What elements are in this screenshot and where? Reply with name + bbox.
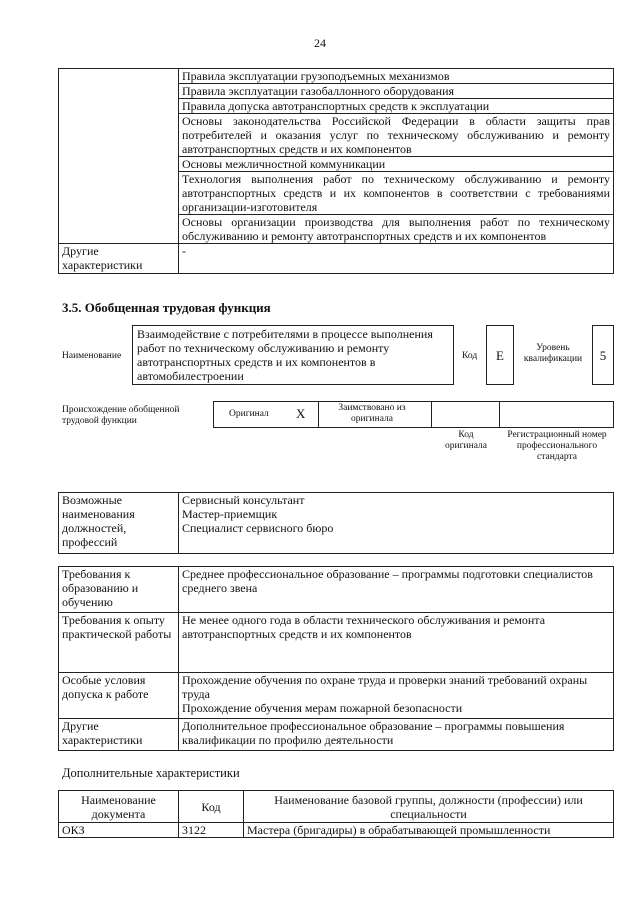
origin-divider <box>499 401 500 428</box>
level-value: 5 <box>599 348 607 363</box>
code-value-box <box>486 325 514 385</box>
knowledge-row: Основы законодательства Российской Федерации в области защиты прав потребителей и оказания услуг по техническому обслуживанию и ремонту автотранспортных средств и их компонентов <box>179 114 614 157</box>
doc-name-header: Наименование документа <box>59 791 179 823</box>
special-conditions-label: Особые условия допуска к работе <box>59 673 179 719</box>
other-characteristics-value: - <box>179 244 614 274</box>
origin-label: Происхождение обобщенной трудовой функции <box>62 405 180 426</box>
position-item: Мастер-приемщик <box>182 507 278 521</box>
knowledge-row: Основы межличностной коммуникации <box>179 157 614 172</box>
special-condition-item: Прохождение обучения по охране труда и проверки знаний требований охраны труда <box>182 673 588 701</box>
knowledge-row: Технология выполнения работ по техническому обслуживанию и ремонту автотранспортных средств и их компонентов в соответствии с требованиями организации-изготовителя <box>179 172 614 215</box>
base-group-header: Наименование базовой группы, должности (профессии) или специальности <box>244 791 614 823</box>
extra-characteristics-title: Дополнительные характеристики <box>62 766 240 780</box>
extra-characteristics-table <box>58 790 614 838</box>
level-value-box <box>592 325 614 385</box>
origin-divider <box>318 401 319 428</box>
education-value: Среднее профессиональное образование – программы подготовки специалистов среднего звена <box>179 567 614 613</box>
special-condition-item: Прохождение обучения мерам пожарной безопасности <box>182 701 463 715</box>
section-title: 3.5. Обобщенная трудовая функция <box>62 300 271 315</box>
original-mark: X <box>296 406 306 421</box>
original-label: Оригинал <box>229 409 269 419</box>
education-label: Требования к образованию и обучению <box>59 567 179 613</box>
position-item: Сервисный консультант <box>182 493 305 507</box>
code-header: Код <box>179 791 244 823</box>
page-number: 24 <box>314 36 326 50</box>
knowledge-table <box>58 68 614 274</box>
other-characteristics-label: Другие характеристики <box>59 244 179 274</box>
other-requirements-value: Дополнительное профессиональное образование – программы повышения квалификации по профилю деятельности <box>179 719 614 751</box>
knowledge-row: Правила эксплуатации газобаллонного оборудования <box>179 84 614 99</box>
knowledge-row: Основы организации производства для выполнения работ по техническому обслуживанию и ремонту автотранспортных средств и их компонентов <box>179 215 614 244</box>
position-item: Специалист сервисного бюро <box>182 521 334 535</box>
experience-label: Требования к опыту практической работы <box>59 613 179 673</box>
base-group-cell: Мастера (бригадиры) в обрабатывающей промышленности <box>244 823 614 838</box>
doc-name-cell: ОКЗ <box>59 823 179 838</box>
knowledge-label-cell <box>59 69 179 244</box>
code-value: E <box>496 348 504 363</box>
origin-divider <box>431 401 432 428</box>
other-requirements-label: Другие характеристики <box>59 719 179 751</box>
knowledge-row: Правила допуска автотранспортных средств к эксплуатации <box>179 99 614 114</box>
name-value-box <box>132 325 454 385</box>
positions-values <box>179 493 614 554</box>
code-label: Код <box>462 351 478 361</box>
positions-label: Возможные наименования должностей, профессий <box>59 493 179 554</box>
level-label: Уровень квалификации <box>523 343 583 364</box>
code-original-caption: Код оригинала <box>445 430 487 451</box>
code-cell: 3122 <box>179 823 244 838</box>
name-label: Наименование <box>62 351 122 361</box>
function-name: Взаимодействие с потребителями в процессе выполнения работ по техническому обслуживанию и ремонту автотранспортных средств и их компонентов в автомобилестроении <box>137 327 433 383</box>
borrowed-label: Заимствовано из оригинала <box>338 403 406 424</box>
knowledge-row: Правила эксплуатации грузоподъемных механизмов <box>179 69 614 84</box>
positions-table <box>58 492 614 554</box>
special-conditions-value <box>179 673 614 719</box>
registration-number-caption: Регистрационный номер профессионального стандарта <box>507 430 607 462</box>
requirements-table <box>58 566 614 751</box>
experience-value: Не менее одного года в области технического обслуживания и ремонта автотранспортных средств и их компонентов <box>179 613 614 673</box>
